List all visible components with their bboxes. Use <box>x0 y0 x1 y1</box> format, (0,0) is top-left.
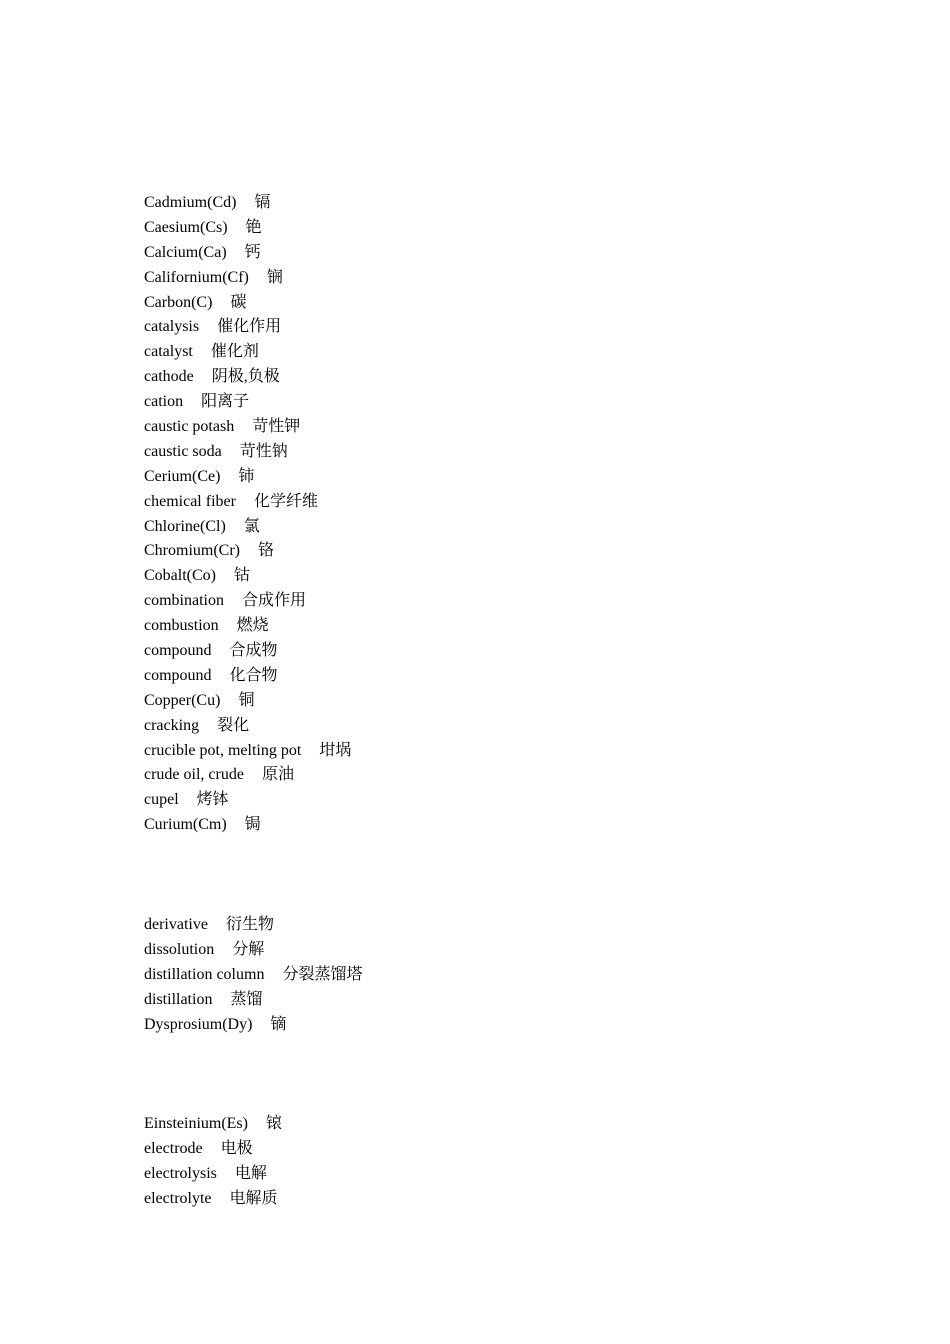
entry-term: distillation <box>144 990 213 1008</box>
entry-term: Cadmium(Cd) <box>144 194 237 211</box>
entry-term: cupel <box>144 791 179 809</box>
entry-translation: 烤钵 <box>196 791 229 809</box>
glossary-entry <box>144 315 351 340</box>
entry-translation: 氯 <box>243 517 260 535</box>
entry-translation: 原油 <box>261 766 294 784</box>
entry-translation: 钴 <box>234 567 251 585</box>
entry-translation: 铬 <box>258 542 275 560</box>
entry-term: electrolysis <box>144 1164 217 1182</box>
glossary-entry <box>144 415 351 440</box>
entry-translation: 电极 <box>220 1139 253 1157</box>
glossary-section-c <box>144 191 351 838</box>
entry-term: distillation column <box>144 965 265 983</box>
entry-translation: 碳 <box>230 293 247 311</box>
entry-translation: 苛性钾 <box>252 418 301 436</box>
entry-translation: 镉 <box>254 194 271 211</box>
glossary-entry <box>144 191 351 216</box>
entry-term: Caesium(Cs) <box>144 218 228 236</box>
entry-term: catalysis <box>144 318 200 336</box>
glossary-entry <box>144 639 351 664</box>
glossary-entry <box>144 365 351 390</box>
entry-translation: 电解质 <box>229 1189 278 1207</box>
entry-term: electrolyte <box>144 1189 212 1207</box>
entry-translation: 催化剂 <box>210 343 259 361</box>
entry-term: Cobalt(Co) <box>144 567 216 585</box>
glossary-entry <box>144 763 351 788</box>
entry-term: cracking <box>144 716 200 734</box>
glossary-entry <box>144 739 351 764</box>
glossary-entry <box>144 1112 282 1137</box>
entry-translation: 分解 <box>232 940 265 958</box>
entry-translation: 铈 <box>238 467 255 485</box>
entry-translation: 锔 <box>244 816 261 834</box>
entry-term: caustic soda <box>144 442 222 460</box>
entry-term: cathode <box>144 368 194 386</box>
glossary-entry <box>144 241 351 266</box>
entry-translation: 电解 <box>234 1164 267 1182</box>
entry-translation: 锎 <box>266 268 283 286</box>
glossary-entry <box>144 714 351 739</box>
entry-translation: 阴极,负极 <box>211 368 280 386</box>
entry-term: Copper(Cu) <box>144 691 221 709</box>
glossary-entry <box>144 216 351 241</box>
glossary-entry <box>144 963 362 988</box>
entry-translation: 铯 <box>245 218 262 236</box>
entry-translation: 衍生物 <box>225 916 274 933</box>
glossary-entry <box>144 788 351 813</box>
entry-term: Einsteinium(Es) <box>144 1115 248 1132</box>
entry-translation: 合成作用 <box>241 592 306 610</box>
entry-term: Carbon(C) <box>144 293 213 311</box>
glossary-entry <box>144 539 351 564</box>
entry-term: Chromium(Cr) <box>144 542 240 560</box>
entry-translation: 裂化 <box>217 716 250 734</box>
entry-term: crucible pot, melting pot <box>144 741 302 759</box>
entry-term: electrode <box>144 1139 203 1157</box>
entry-term: Calcium(Ca) <box>144 243 227 261</box>
glossary-section-d <box>144 913 362 1037</box>
glossary-entry <box>144 340 351 365</box>
entry-translation: 化合物 <box>229 666 278 684</box>
entry-translation: 坩埚 <box>319 741 352 759</box>
entry-term: combustion <box>144 617 219 635</box>
entry-translation: 苛性钠 <box>239 442 288 460</box>
glossary-entry <box>144 1162 282 1187</box>
entry-translation: 分裂蒸馏塔 <box>282 965 363 983</box>
glossary-entry <box>144 589 351 614</box>
glossary-entry <box>144 291 351 316</box>
glossary-section-e <box>144 1112 282 1212</box>
entry-term: Dysprosium(Dy) <box>144 1015 253 1033</box>
entry-term: derivative <box>144 916 208 933</box>
entry-term: Californium(Cf) <box>144 268 249 286</box>
entry-term: cation <box>144 393 184 411</box>
entry-term: dissolution <box>144 940 215 958</box>
glossary-entry <box>144 988 362 1013</box>
glossary-entry <box>144 1137 282 1162</box>
entry-translation: 合成物 <box>229 642 278 660</box>
entry-translation: 锿 <box>265 1115 282 1132</box>
entry-term: compound <box>144 666 212 684</box>
glossary-entry <box>144 664 351 689</box>
entry-term: crude oil, crude <box>144 766 244 784</box>
entry-term: Chlorine(Cl) <box>144 517 226 535</box>
entry-translation: 镝 <box>270 1015 287 1033</box>
glossary-entry <box>144 465 351 490</box>
glossary-entry <box>144 390 351 415</box>
glossary-entry <box>144 1187 282 1212</box>
entry-term: Cerium(Ce) <box>144 467 221 485</box>
glossary-entry <box>144 938 362 963</box>
glossary-entry <box>144 689 351 714</box>
glossary-entry <box>144 490 351 515</box>
entry-translation: 蒸馏 <box>230 990 263 1008</box>
glossary-entry <box>144 614 351 639</box>
entry-term: compound <box>144 642 212 660</box>
entry-translation: 阳离子 <box>201 393 250 411</box>
entry-translation: 钙 <box>244 243 261 261</box>
entry-translation: 铜 <box>238 691 255 709</box>
entry-term: Curium(Cm) <box>144 816 227 834</box>
glossary-entry <box>144 515 351 540</box>
glossary-entry <box>144 564 351 589</box>
entry-term: combination <box>144 592 224 610</box>
entry-term: chemical fiber <box>144 492 236 510</box>
glossary-entry <box>144 913 362 938</box>
entry-translation: 燃烧 <box>236 617 269 635</box>
glossary-entry <box>144 440 351 465</box>
glossary-entry <box>144 813 351 838</box>
entry-term: catalyst <box>144 343 193 361</box>
glossary-entry <box>144 266 351 291</box>
entry-translation: 化学纤维 <box>253 492 318 510</box>
entry-translation: 催化作用 <box>217 318 282 336</box>
entry-term: caustic potash <box>144 418 235 436</box>
glossary-entry <box>144 1013 362 1038</box>
